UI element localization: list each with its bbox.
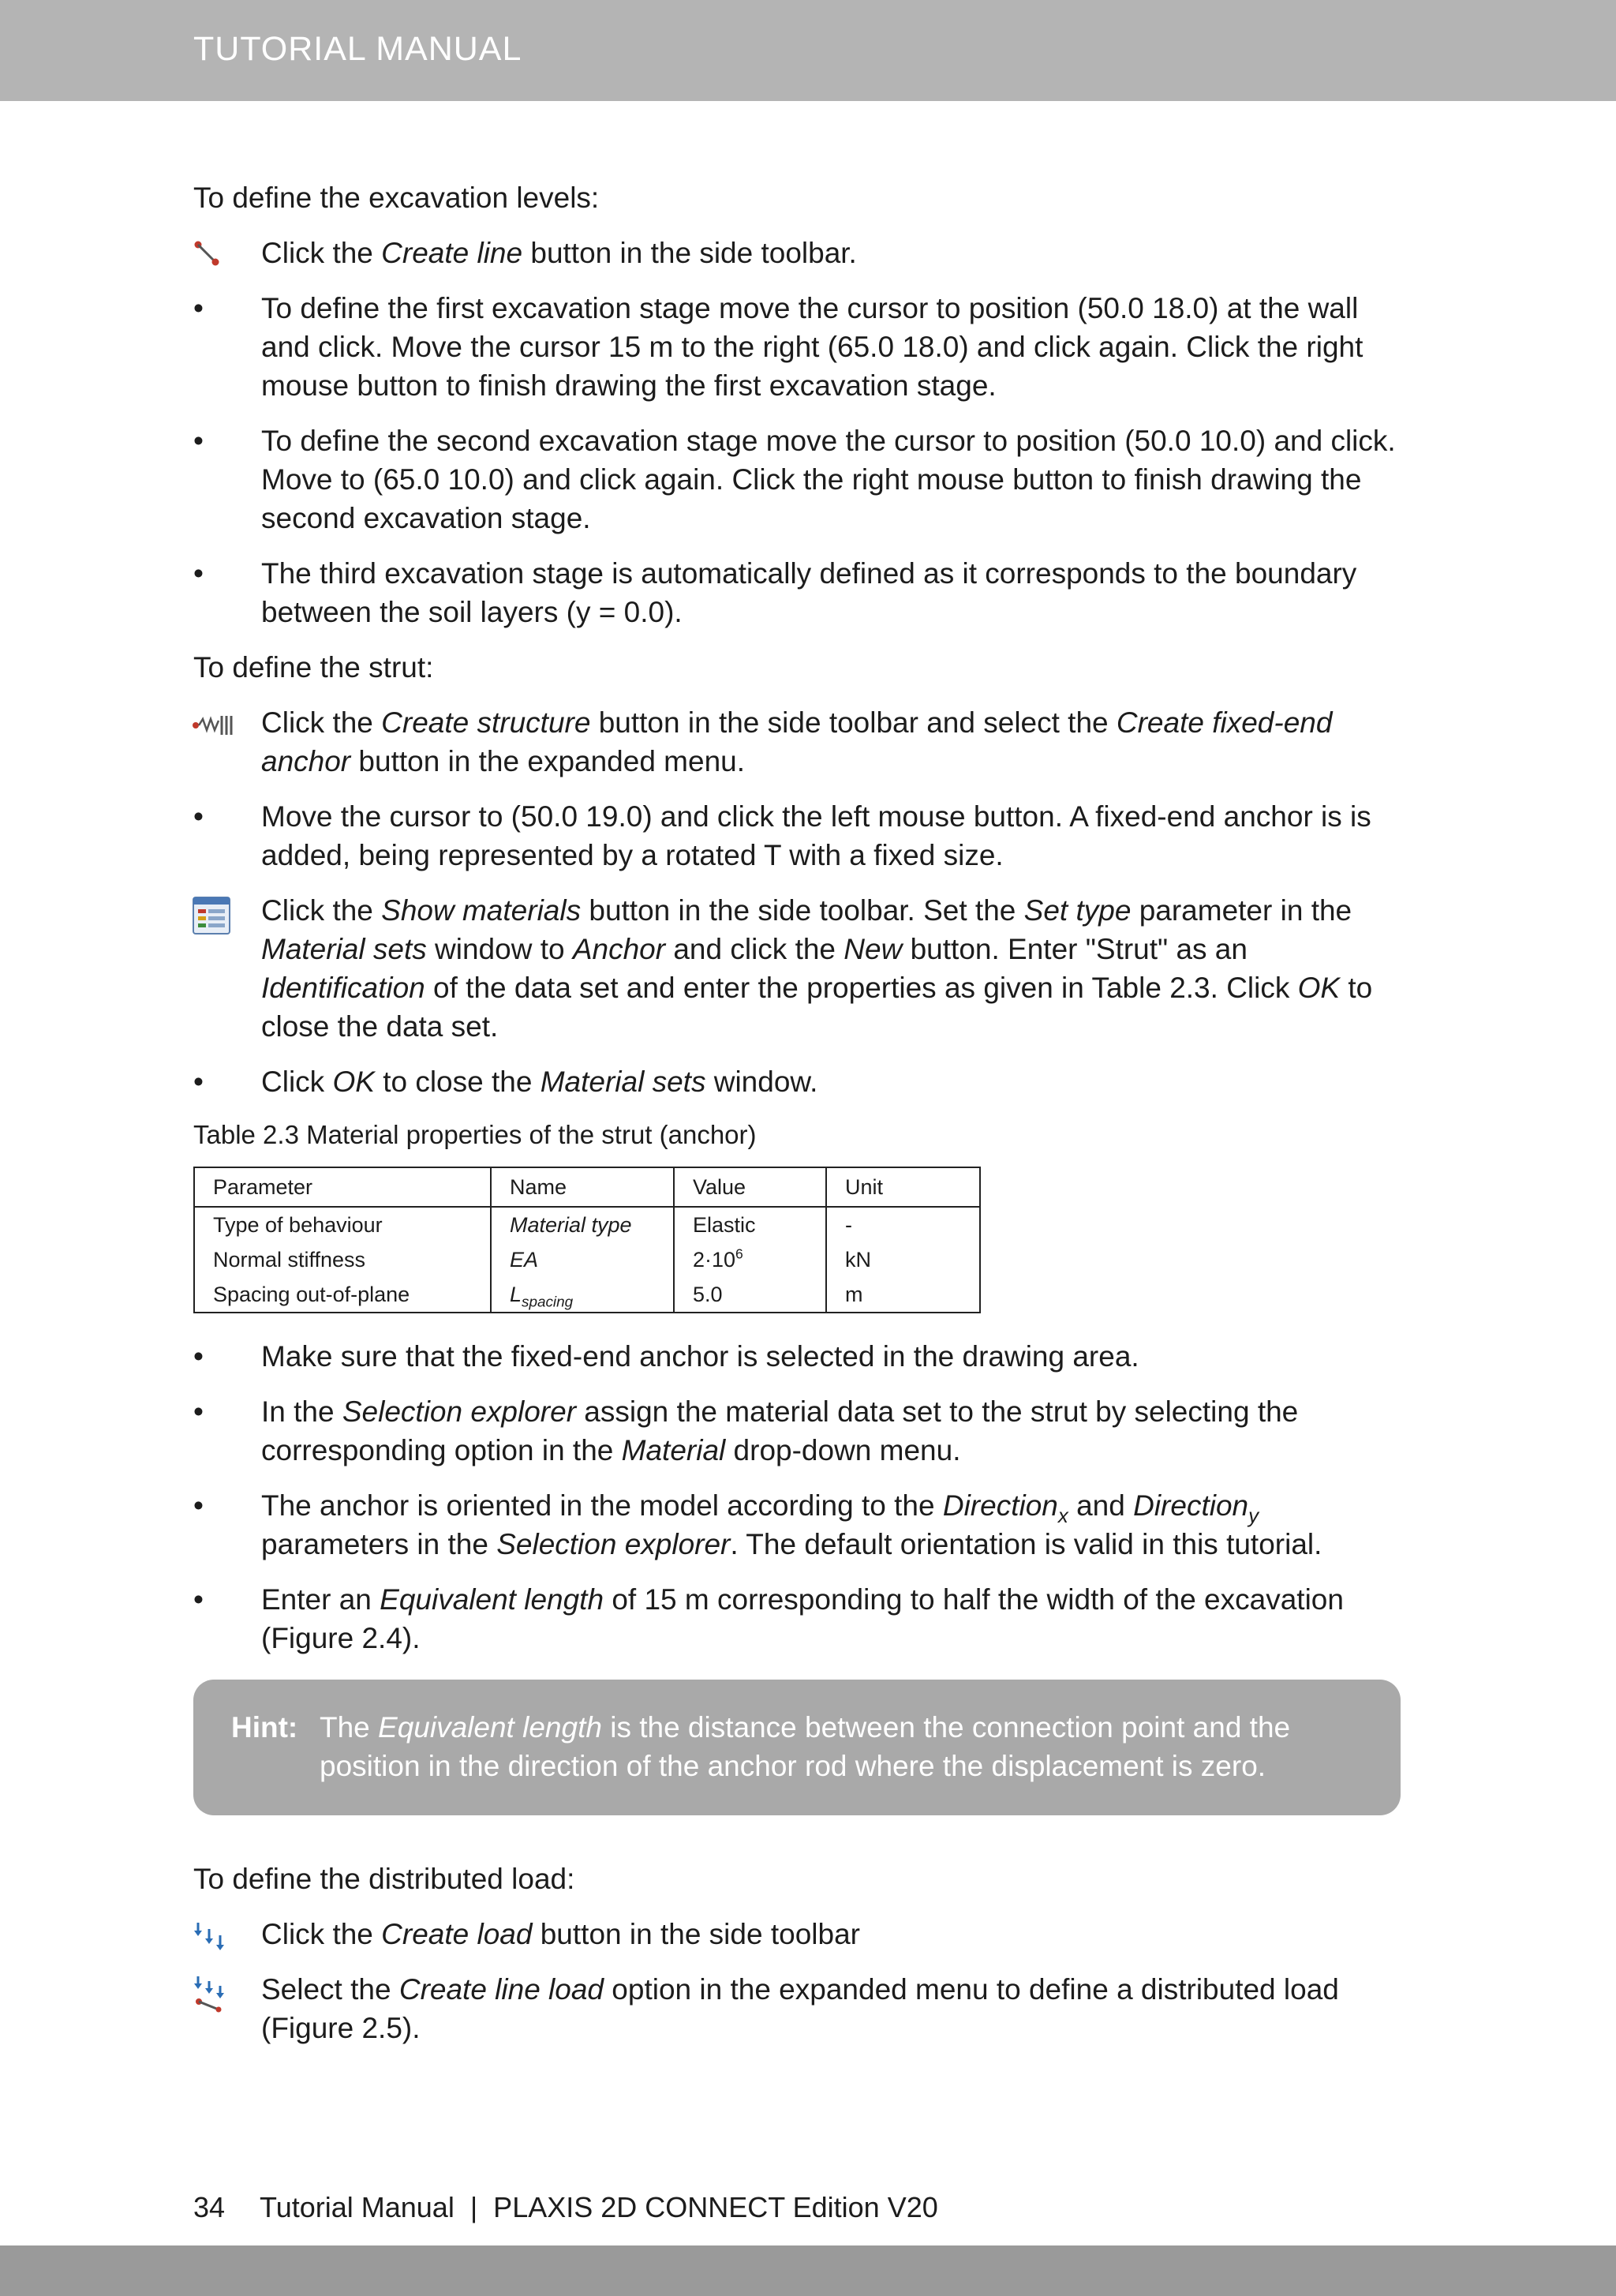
list-item: • To define the second excavation stage move the cursor to position (50.0 10.0) and click. Move to (65.0 10.0) and click again. Click the right mouse button to finish drawing the second excavation stage. [193,421,1401,537]
bullet: • [193,1340,204,1373]
create-line-load-icon [192,1975,236,2013]
list-item: • Enter an Equivalent length of 15 m corresponding to half the width of the excavation (Figure 2.4). [193,1580,1401,1657]
table-cell: m [826,1277,980,1313]
table-cell: Type of behaviour [213,1213,383,1237]
table-cell: Spacing out-of-plane [213,1283,410,1306]
load-intro: To define the distributed load: [193,1863,575,1895]
hint-text: The Equivalent length is the distance between the connection point and the position in the direction of the anchor rod where the displacement is zero. [320,1711,1291,1782]
bullet: • [193,1583,204,1616]
material-properties-table [193,1167,981,1313]
strut-intro: To define the strut: [193,651,434,684]
table-header-row [194,1167,980,1207]
list-item: • In the Selection explorer assign the material data set to the strut by selecting the corresponding option in the Material drop-down menu. [193,1392,1401,1470]
table-cell: Material type [491,1207,674,1242]
step-create-line-load: Select the Create line load option in the expanded menu to define a distributed load (Figure 2.5). [193,1970,1401,2047]
excavation-intro: To define the excavation levels: [193,182,600,214]
bullet: • [193,1066,204,1098]
hint-label: Hint: [231,1711,298,1744]
table-row [194,1207,980,1242]
footer-bar [0,2245,1616,2296]
create-line-icon [192,238,236,276]
list-item: • Click OK to close the Material sets window. [193,1062,1401,1101]
bullet: • [193,557,204,590]
footer-text: Tutorial Manual | PLAXIS 2D CONNECT Edition V20 [260,2191,938,2223]
bullet: • [193,800,204,833]
column-header: Unit [826,1167,980,1207]
table-cell: kN [826,1242,980,1277]
list-item: • The anchor is oriented in the model according to the Direction$_x$ and Direction$_y$ parameters in the Selection explorer. The default orientation is valid in this tutorial. [193,1486,1401,1564]
show-materials-icon [192,896,236,934]
table-cell: EA [491,1242,674,1277]
bullet: • [193,292,204,324]
list-item: • The third excavation stage is automatically defined as it corresponds to the boundary between the soil layers (y = 0.0). [193,554,1401,631]
table-cell: - [826,1207,980,1242]
create-structure-icon [192,708,236,746]
header-title: TUTORIAL MANUAL [193,30,522,68]
table-cell: 5.0 [674,1277,826,1313]
page-footer [193,2191,938,2224]
table-row [194,1277,980,1313]
page-content [193,178,1401,2064]
list-item: • To define the first excavation stage move the cursor to position (50.0 18.0) at the wall and click. Move the cursor 15 m to the right (65.0 18.0) and click again. Click the right mouse button to finish drawing the first excavation stage. [193,289,1401,405]
table-cell: Normal stiffness [213,1248,366,1272]
header-bar [0,0,1616,101]
bullet: • [193,425,204,457]
table-caption: Table 2.3 Material properties of the strut (anchor) [193,1120,757,1149]
bullet: • [193,1395,204,1428]
list-item: • Make sure that the fixed-end anchor is selected in the drawing area. [193,1337,1401,1376]
column-header: Value [674,1167,826,1207]
column-header: Name [491,1167,674,1207]
table-cell: $2\cdot 10^6$ [674,1242,826,1277]
list-item: • Move the cursor to (50.0 19.0) and click the left mouse button. A fixed-end anchor is is added, being represented by a rotated T with a fixed size. [193,797,1401,875]
step-show-materials: Click the Show materials button in the side toolbar. Set the Set type parameter in the Material sets window to Anchor and click the New button. Enter "Strut" as an Identification of the data set and enter the properties as given in Table 2.3. Click OK to close the data set. [193,891,1401,1046]
column-header: Parameter [194,1167,491,1207]
create-load-icon [192,1920,236,1957]
step-create-load: Click the Create load button in the side toolbar [193,1915,1401,1953]
hint-box [193,1680,1401,1815]
table-cell: $L_{spacing}$ [491,1277,674,1313]
step-create-structure: Click the Create structure button in the side toolbar and select the Create fixed-end anchor button in the expanded menu. [193,703,1401,781]
step-create-line: Click the Create line button in the side toolbar. [193,234,1401,272]
table-row [194,1242,980,1277]
bullet: • [193,1489,204,1522]
page-number: 34 [193,2191,226,2223]
table-cell: Elastic [674,1207,826,1242]
